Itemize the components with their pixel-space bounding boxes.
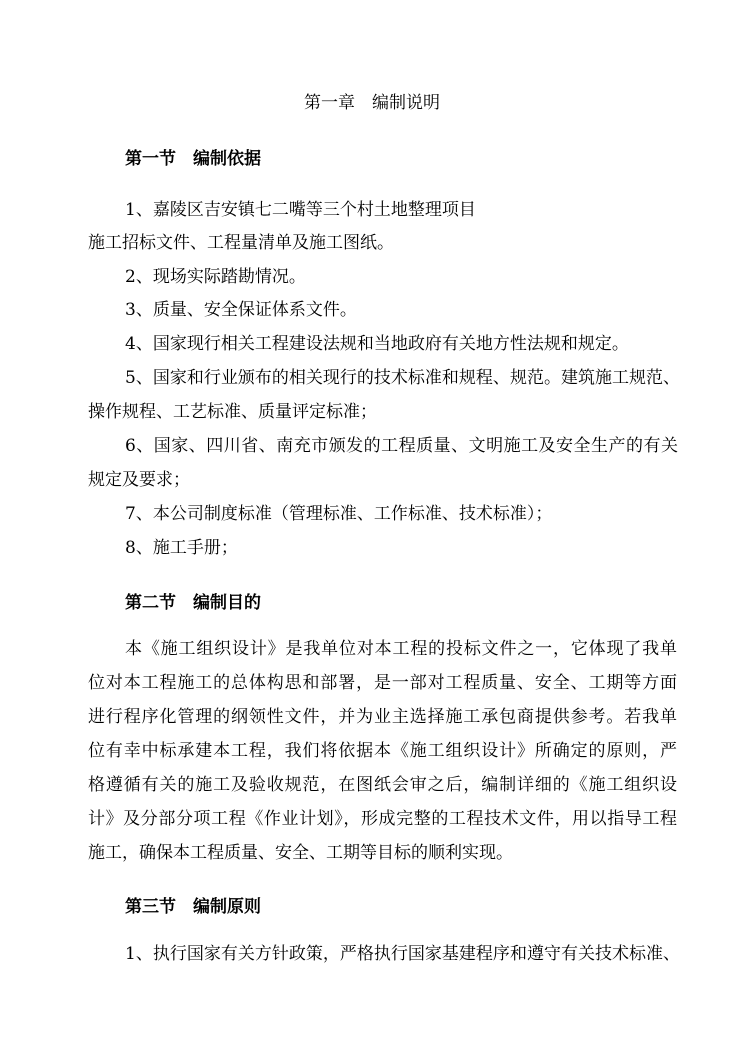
section-heading-principles: 第三节 编制原则 [125,897,261,917]
chapter-title: 第一章 编制说明 [304,93,440,113]
paragraph-line: 规定及要求； [88,470,190,490]
paragraph-line: 位对本工程施工的总体构思和部署，是一部对工程质量、安全、工期等方面 [88,673,677,693]
paragraph-line: 8、施工手册； [125,538,238,558]
paragraph-line: 4、国家现行相关工程建设法规和当地政府有关地方性法规和规定。 [125,334,629,354]
paragraph-line: 2、现场实际踏勘情况。 [125,267,306,287]
paragraph-line: 1、执行国家有关方针政策，严格执行国家基建程序和遵守有关技术标准、 [125,944,680,964]
paragraph-line: 施工招标文件、工程量清单及施工图纸。 [88,233,394,253]
section-heading-basis: 第一节 编制依据 [125,149,261,169]
paragraph-line: 进行程序化管理的纲领性文件，并为业主选择施工承包商提供参考。若我单 [88,707,677,727]
paragraph-line: 7、本公司制度标准（管理标准、工作标准、技术标准）； [125,504,553,524]
paragraph-line: 本《施工组织设计》是我单位对本工程的投标文件之一，它体现了我单 [125,639,677,659]
paragraph-line: 6、国家、四川省、南充市颁发的工程质量、文明施工及安全生产的有关 [125,436,678,456]
paragraph-line: 位有幸中标承建本工程，我们将依据本《施工组织设计》所确定的原则，严 [88,741,677,761]
paragraph-line: 5、国家和行业颁布的相关现行的技术标准和规程、规范。建筑施工规范、 [125,368,680,388]
paragraph-line: 计》及分部分项工程《作业计划》，形成完整的工程技术文件，用以指导工程 [88,809,677,829]
paragraph-line: 1、嘉陵区吉安镇七二嘴等三个村土地整理项目 [125,200,476,220]
section-heading-purpose: 第二节 编制目的 [125,593,261,613]
paragraph-line: 操作规程、工艺标准、质量评定标准； [88,402,377,422]
paragraph-line: 格遵循有关的施工及验收规范，在图纸会审之后，编制详细的《施工组织设 [88,775,677,795]
paragraph-line: 施工，确保本工程质量、安全、工期等目标的顺利实现。 [88,843,513,863]
paragraph-line: 3、质量、安全保证体系文件。 [125,300,357,320]
